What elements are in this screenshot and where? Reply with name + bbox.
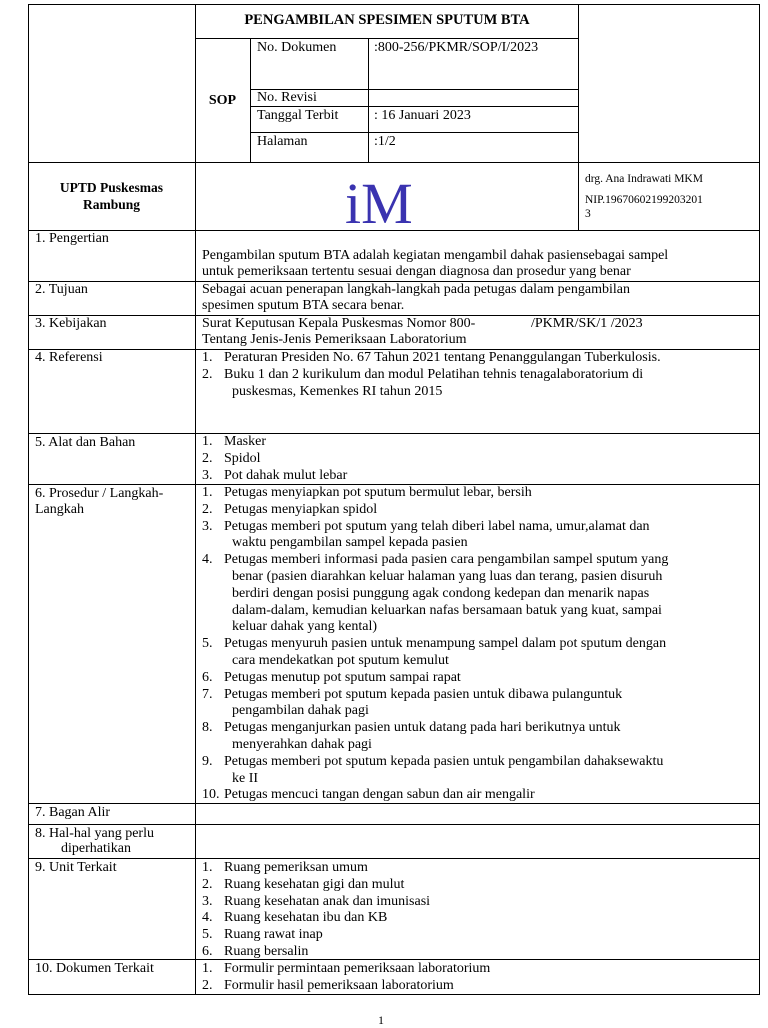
- referensi-list: [202, 350, 752, 400]
- alat-list: [202, 434, 752, 484]
- no-dokumen-value: :800-256/PKMR/SOP/I/2023: [374, 40, 539, 55]
- list-item-text: Ruang bersalin: [224, 943, 309, 959]
- label-unit-terkait: 9. Unit Terkait: [35, 860, 117, 875]
- page-number: 1: [378, 1013, 384, 1027]
- list-item-text: pengambilan dahak pagi: [232, 703, 369, 719]
- tanggal-terbit-value: : 16 Januari 2023: [374, 108, 471, 123]
- label-hal-line2: diperhatikan: [61, 841, 131, 856]
- list-item: [202, 687, 758, 721]
- list-item-text: ke II: [232, 770, 259, 786]
- list-item-number: 1.: [202, 860, 213, 875]
- list-item-number: 6.: [202, 669, 213, 685]
- list-item-text: Petugas memberi pot sputum kepada pasien untuk dibawa pulanguntuk: [224, 686, 623, 702]
- pengertian-line2: untuk pemeriksaan tertentu sesuai dengan diagnosa dan prosedur yang benar: [202, 264, 631, 279]
- label-pengertian: 1. Pengertian: [35, 231, 109, 246]
- list-item: [202, 720, 758, 754]
- list-item: [202, 978, 752, 995]
- list-item-number: 2.: [202, 501, 213, 517]
- list-item: [202, 636, 758, 670]
- list-item-text: Formulir permintaan pemeriksaan laboratorium: [224, 961, 491, 976]
- list-item-number: 4.: [202, 910, 213, 926]
- list-item-text: Ruang kesehatan gigi dan mulut: [224, 876, 405, 892]
- list-item: [202, 485, 758, 502]
- signer-nip-line1: NIP.19670602199203201: [585, 194, 703, 206]
- list-item-text: Buku 1 dan 2 kurikulum dan modul Pelatihan tehnis tenagalaboratorium di: [224, 366, 644, 382]
- list-item-number: 5.: [202, 927, 213, 943]
- list-item-text: dalam-dalam, kemudian keluarkan nafas bersamaan batuk yang kuat, sampai: [232, 602, 662, 618]
- list-item-number: 3.: [202, 467, 213, 483]
- list-item-number: 6.: [202, 943, 213, 959]
- list-item-number: 5.: [202, 636, 213, 652]
- org-name-line1: UPTD Puskesmas: [59, 180, 164, 195]
- list-item-text: Formulir hasil pemeriksaan laboratorium: [224, 977, 454, 993]
- list-item-number: 2.: [202, 977, 213, 993]
- document-title: PENGAMBILAN SPESIMEN SPUTUM BTA: [244, 12, 530, 28]
- list-item: [202, 552, 758, 636]
- label-prosedur-line2: Langkah: [35, 502, 84, 517]
- list-item-text: Ruang kesehatan anak dan imunisasi: [224, 893, 431, 909]
- list-item-text: puskesmas, Kemenkes RI tahun 2015: [232, 383, 443, 399]
- no-revisi-label: No. Revisi: [257, 90, 317, 105]
- list-item-text: Petugas memberi pot sputum kepada pasien untuk pengambilan dahaksewaktu: [224, 753, 664, 769]
- kebijakan-line1b: /PKMR/SK/1 /2023: [531, 316, 643, 331]
- tanggal-terbit-label: Tanggal Terbit: [257, 108, 339, 123]
- list-item-text: Ruang pemeriksan umum: [224, 860, 368, 875]
- label-prosedur-line1: 6. Prosedur / Langkah-: [35, 486, 164, 501]
- dokumen-list: [202, 961, 752, 995]
- list-item-text: Petugas menyuruh pasien untuk menampung sampel dalam pot sputum dengan: [224, 636, 667, 652]
- list-item: [202, 961, 752, 978]
- list-item-number: 1.: [202, 485, 213, 500]
- list-item-text: Petugas mencuci tangan dengan sabun dan air mengalir: [224, 787, 535, 803]
- list-item: [202, 350, 752, 367]
- list-item-text: waktu pengambilan sampel kepada pasien: [232, 535, 468, 551]
- list-item-number: 1.: [202, 961, 213, 976]
- list-item-number: 4.: [202, 552, 213, 568]
- list-item: [202, 451, 752, 468]
- list-item-text: Petugas menyiapkan spidol: [224, 501, 378, 517]
- list-item: [202, 860, 752, 877]
- list-item-text: Spidol: [224, 450, 261, 466]
- list-item-text: menyerahkan dahak pagi: [232, 736, 372, 752]
- list-item: [202, 754, 758, 788]
- list-item: [202, 519, 758, 553]
- tujuan-line2: spesimen sputum BTA secara benar.: [202, 298, 405, 313]
- unit-list: [202, 860, 752, 961]
- list-item-text: Petugas menutup pot sputum sampai rapat: [224, 669, 461, 685]
- label-bagan-alir: 7. Bagan Alir: [35, 805, 111, 820]
- label-referensi: 4. Referensi: [35, 350, 103, 365]
- list-item-number: 2.: [202, 366, 213, 382]
- list-item-text: Masker: [224, 434, 266, 449]
- prosedur-list: [202, 485, 758, 804]
- list-item-text: Ruang rawat inap: [224, 927, 323, 943]
- list-item-number: 10.: [202, 787, 220, 803]
- list-item: [202, 944, 752, 961]
- list-item: [202, 670, 758, 687]
- list-item-number: 8.: [202, 720, 213, 736]
- list-item-text: benar (pasien diarahkan keluar halaman yang luas dan terang, pasien disuruh: [232, 568, 663, 584]
- list-item: [202, 894, 752, 911]
- list-item-text: cara mendekatkan pot sputum kemulut: [232, 652, 449, 668]
- list-item-text: Ruang kesehatan ibu dan KB: [224, 910, 388, 926]
- list-item-number: 2.: [202, 450, 213, 466]
- list-item-number: 3.: [202, 893, 213, 909]
- list-item: [202, 877, 752, 894]
- logo-mark: iM: [345, 171, 413, 236]
- list-item: [202, 502, 758, 519]
- list-item-text: Petugas memberi pot sputum yang telah diberi label nama, umur,alamat dan: [224, 518, 650, 534]
- list-item: [202, 927, 752, 944]
- list-item: [202, 434, 752, 451]
- list-item-text: Pot dahak mulut lebar: [224, 467, 348, 483]
- label-alat-bahan: 5. Alat dan Bahan: [35, 435, 136, 450]
- list-item-text: keluar dahak yang kental): [232, 619, 377, 635]
- list-item: [202, 468, 752, 485]
- no-dokumen-label: No. Dokumen: [257, 40, 337, 55]
- label-dokumen-terkait: 10. Dokumen Terkait: [35, 961, 154, 976]
- list-item-text: Petugas menganjurkan pasien untuk datang pada hari berikutnya untuk: [224, 720, 621, 736]
- signer-name: drg. Ana Indrawati MKM: [585, 173, 703, 185]
- label-tujuan: 2. Tujuan: [35, 282, 88, 297]
- list-item-number: 7.: [202, 686, 213, 702]
- halaman-value: :1/2: [374, 134, 396, 149]
- tujuan-line1: Sebagai acuan penerapan langkah-langkah pada petugas dalam pengambilan: [202, 282, 630, 297]
- list-item-number: 2.: [202, 876, 213, 892]
- list-item: [202, 787, 758, 804]
- list-item-number: 3.: [202, 518, 213, 534]
- sop-label: SOP: [208, 93, 237, 108]
- list-item: [202, 367, 752, 401]
- halaman-label: Halaman: [257, 134, 308, 149]
- pengertian-line1: Pengambilan sputum BTA adalah kegiatan mengambil dahak pasiensebagai sampel: [202, 248, 669, 263]
- list-item-text: Petugas menyiapkan pot sputum bermulut lebar, bersih: [224, 485, 532, 500]
- kebijakan-line2: Tentang Jenis-Jenis Pemeriksaan Laboratorium: [202, 332, 467, 347]
- kebijakan-line1a: Surat Keputusan Kepala Puskesmas Nomor 800-: [202, 316, 476, 331]
- list-item-number: 1.: [202, 434, 213, 449]
- org-name-line2: Rambung: [82, 197, 141, 212]
- label-hal-line1: 8. Hal-hal yang perlu: [35, 826, 154, 841]
- signer-nip-line2: 3: [585, 208, 591, 220]
- list-item: [202, 910, 752, 927]
- label-kebijakan: 3. Kebijakan: [35, 316, 107, 331]
- list-item-text: Peraturan Presiden No. 67 Tahun 2021 tentang Penanggulangan Tuberkulosis.: [224, 350, 661, 365]
- list-item-text: berdiri dengan posisi punggung agak condong kedepan dan menarik napas: [232, 585, 650, 601]
- list-item-number: 9.: [202, 753, 213, 769]
- list-item-text: Petugas memberi informasi pada pasien cara pengambilan sampel sputum yang: [224, 552, 669, 568]
- list-item-number: 1.: [202, 350, 213, 365]
